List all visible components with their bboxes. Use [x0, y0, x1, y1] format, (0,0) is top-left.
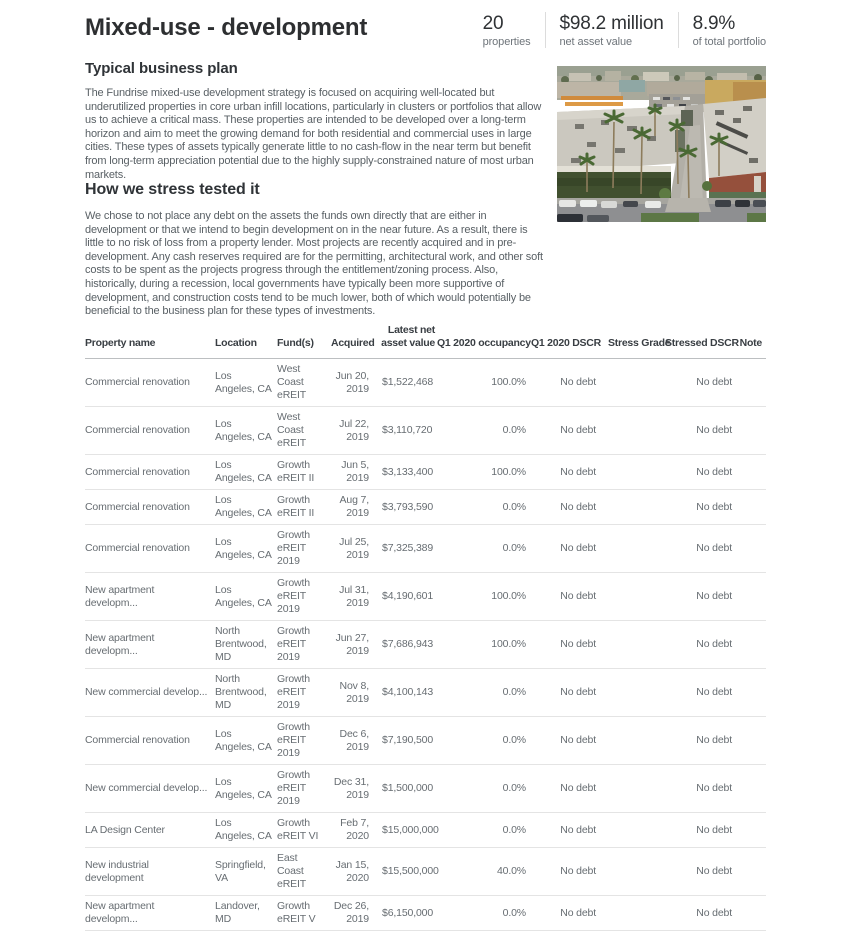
cell-fund: West Coast eREIT: [277, 359, 331, 407]
cell-property-name: New commercial develop...: [85, 669, 215, 717]
cell-note: [739, 813, 766, 848]
cell-q1-2020-dscr: No debt: [531, 813, 601, 848]
stat-properties: [483, 12, 545, 48]
cell-acquired: Jun 5, 2019: [331, 455, 375, 490]
cell-property-name: New apartment developm...: [85, 573, 215, 621]
cell-stress-grade: [601, 359, 665, 407]
cell-property-name: Commercial renovation: [85, 359, 215, 407]
stat-portfolio-value: 8.9%: [692, 13, 736, 34]
cell-fund: Growth eREIT VI: [277, 813, 331, 848]
cell-fund: West Coast eREIT: [277, 407, 331, 455]
cell-property-name: New apartment developm...: [85, 896, 215, 931]
cell-property-name: New industrial development: [85, 848, 215, 896]
properties-table-wrap: [85, 324, 766, 931]
cell-latest-net-asset-value: $1,522,468: [375, 359, 437, 407]
table-row: [85, 455, 766, 490]
cell-q1-2020-occupancy: 0.0%: [437, 490, 531, 525]
cell-fund: Growth eREIT II: [277, 455, 331, 490]
cell-location: Los Angeles, CA: [215, 573, 277, 621]
cell-acquired: Feb 7, 2020: [331, 813, 375, 848]
cell-stressed-dscr: No debt: [665, 848, 739, 896]
cell-q1-2020-dscr: No debt: [531, 896, 601, 931]
cell-q1-2020-dscr: No debt: [531, 573, 601, 621]
cell-latest-net-asset-value: $4,100,143: [375, 669, 437, 717]
cell-latest-net-asset-value: $3,110,720: [375, 407, 437, 455]
cell-note: [739, 717, 766, 765]
cell-latest-net-asset-value: $7,325,389: [375, 525, 437, 573]
cell-note: [739, 848, 766, 896]
cell-acquired: Nov 8, 2019: [331, 669, 375, 717]
cell-q1-2020-dscr: No debt: [531, 765, 601, 813]
page-title: Mixed-use - development: [85, 14, 368, 41]
cell-property-name: New apartment developm...: [85, 621, 215, 669]
cell-acquired: Jan 15, 2020: [331, 848, 375, 896]
cell-stress-grade: [601, 717, 665, 765]
cell-acquired: Jun 20, 2019: [331, 359, 375, 407]
table-row: [85, 621, 766, 669]
cell-acquired: Dec 26, 2019: [331, 896, 375, 931]
cell-fund: East Coast eREIT: [277, 848, 331, 896]
column-header-note: Note: [739, 324, 766, 359]
cell-note: [739, 525, 766, 573]
cell-note: [739, 621, 766, 669]
cell-location: Los Angeles, CA: [215, 407, 277, 455]
cell-q1-2020-occupancy: 100.0%: [437, 621, 531, 669]
cell-location: North Brentwood, MD: [215, 669, 277, 717]
column-header-q1-2020-dscr: Q1 2020 DSCR: [531, 324, 601, 359]
stat-nav-label: net asset value: [559, 36, 632, 48]
stat-nav-value: $98.2 million: [559, 13, 664, 34]
column-header-q1-2020-occupancy: Q1 2020 occupancy: [437, 324, 531, 359]
stat-properties-label: properties: [482, 36, 531, 48]
cell-q1-2020-occupancy: 0.0%: [437, 525, 531, 573]
table-row: [85, 813, 766, 848]
cell-acquired: Jul 25, 2019: [331, 525, 375, 573]
cell-q1-2020-dscr: No debt: [531, 669, 601, 717]
cell-stress-grade: [601, 573, 665, 621]
section-heading-stress-test: How we stress tested it: [85, 181, 260, 198]
cell-note: [739, 455, 766, 490]
cell-note: [739, 669, 766, 717]
cell-fund: Growth eREIT 2019: [277, 669, 331, 717]
table-row: [85, 765, 766, 813]
cell-fund: Growth eREIT 2019: [277, 717, 331, 765]
cell-fund: Growth eREIT 2019: [277, 525, 331, 573]
aerial-photo-graphic: [557, 66, 766, 222]
cell-stress-grade: [601, 621, 665, 669]
cell-latest-net-asset-value: $7,190,500: [375, 717, 437, 765]
cell-stress-grade: [601, 455, 665, 490]
cell-fund: Growth eREIT 2019: [277, 621, 331, 669]
cell-property-name: Commercial renovation: [85, 525, 215, 573]
summary-stats: [483, 12, 766, 48]
cell-latest-net-asset-value: $15,500,000: [375, 848, 437, 896]
cell-q1-2020-dscr: No debt: [531, 525, 601, 573]
section-body-stress-test: We chose to not place any debt on the assets the funds own directly that are either in development or that we intend to begin development on in the near future. As a result, there is little to no risk of loss from a property lender. Most projects are recently acquired and in pre-development. Any cash reserves required are for the permitting, architectural work, and other soft costs to be spent as the projects progress through the entitlement/zoning process. Also, historically, during a recession, local governments have typically been more supportive of development, and construction costs tend to be much lower, both of which would potentially be beneficial to the business plan for these types of investments.: [85, 210, 543, 318]
cell-property-name: Commercial renovation: [85, 455, 215, 490]
cell-q1-2020-occupancy: 40.0%: [437, 848, 531, 896]
section-heading-business-plan: Typical business plan: [85, 60, 238, 77]
cell-note: [739, 573, 766, 621]
cell-location: Landover, MD: [215, 896, 277, 931]
cell-stressed-dscr: No debt: [665, 573, 739, 621]
cell-location: Los Angeles, CA: [215, 490, 277, 525]
cell-latest-net-asset-value: $6,150,000: [375, 896, 437, 931]
cell-latest-net-asset-value: $7,686,943: [375, 621, 437, 669]
cell-stressed-dscr: No debt: [665, 717, 739, 765]
cell-latest-net-asset-value: $4,190,601: [375, 573, 437, 621]
stat-properties-value: 20: [482, 13, 504, 34]
cell-note: [739, 407, 766, 455]
cell-q1-2020-occupancy: 100.0%: [437, 455, 531, 490]
cell-q1-2020-occupancy: 100.0%: [437, 573, 531, 621]
cell-property-name: Commercial renovation: [85, 407, 215, 455]
cell-location: Los Angeles, CA: [215, 359, 277, 407]
column-header-location: Location: [215, 324, 277, 359]
table-body: [85, 359, 766, 931]
cell-q1-2020-dscr: No debt: [531, 490, 601, 525]
table-row: [85, 717, 766, 765]
cell-q1-2020-dscr: No debt: [531, 407, 601, 455]
column-header-funds: Fund(s): [277, 324, 331, 359]
cell-stressed-dscr: No debt: [665, 455, 739, 490]
cell-latest-net-asset-value: $1,500,000: [375, 765, 437, 813]
cell-location: Springfield, VA: [215, 848, 277, 896]
cell-q1-2020-occupancy: 0.0%: [437, 765, 531, 813]
cell-fund: Growth eREIT V: [277, 896, 331, 931]
cell-latest-net-asset-value: $3,133,400: [375, 455, 437, 490]
stat-net-asset-value: [545, 12, 678, 48]
cell-acquired: Jul 22, 2019: [331, 407, 375, 455]
cell-property-name: LA Design Center: [85, 813, 215, 848]
cell-q1-2020-occupancy: 0.0%: [437, 717, 531, 765]
cell-location: Los Angeles, CA: [215, 455, 277, 490]
cell-location: Los Angeles, CA: [215, 525, 277, 573]
cell-q1-2020-dscr: No debt: [531, 848, 601, 896]
cell-stressed-dscr: No debt: [665, 407, 739, 455]
column-header-stressed-dscr: Stressed DSCR: [665, 324, 739, 359]
cell-fund: Growth eREIT 2019: [277, 765, 331, 813]
table-row: [85, 848, 766, 896]
cell-stressed-dscr: No debt: [665, 359, 739, 407]
column-header-stress-grade: Stress Grade: [601, 324, 665, 359]
cell-acquired: Aug 7, 2019: [331, 490, 375, 525]
cell-acquired: Dec 31, 2019: [331, 765, 375, 813]
cell-fund: Growth eREIT II: [277, 490, 331, 525]
cell-stress-grade: [601, 669, 665, 717]
cell-acquired: Jul 31, 2019: [331, 573, 375, 621]
cell-location: Los Angeles, CA: [215, 813, 277, 848]
stat-portfolio-label: of total portfolio: [692, 36, 766, 48]
section-body-business-plan: The Fundrise mixed-use development strategy is focused on acquiring well-located but underutilized properties in core urban infill locations, particularly in clusters or portfolios that allow us to achieve a critical mass. These properties are intended to be developed over a long-term horizon and aim to meet the growing demand for both residential and commercial uses in large cities. These types of assets typically generate little to no cash-flow in the near term but benefit from long-term appreciation potential due to the highly supply-constrained nature of most urban markets.: [85, 87, 542, 181]
cell-note: [739, 765, 766, 813]
cell-stressed-dscr: No debt: [665, 896, 739, 931]
column-header-acquired: Acquired: [331, 324, 375, 359]
column-header-property-name: Property name: [85, 324, 215, 359]
cell-stressed-dscr: No debt: [665, 765, 739, 813]
cell-property-name: Commercial renovation: [85, 717, 215, 765]
table-header-row: [85, 324, 766, 359]
cell-stress-grade: [601, 813, 665, 848]
cell-q1-2020-occupancy: 0.0%: [437, 407, 531, 455]
cell-stress-grade: [601, 848, 665, 896]
cell-q1-2020-occupancy: 100.0%: [437, 359, 531, 407]
properties-table: [85, 324, 766, 931]
cell-location: North Brentwood, MD: [215, 621, 277, 669]
cell-q1-2020-dscr: No debt: [531, 621, 601, 669]
cell-stress-grade: [601, 525, 665, 573]
cell-stressed-dscr: No debt: [665, 621, 739, 669]
column-header-latest-net-asset-value: Latest net asset value: [375, 324, 437, 359]
cell-note: [739, 896, 766, 931]
cell-stress-grade: [601, 896, 665, 931]
cell-q1-2020-dscr: No debt: [531, 455, 601, 490]
cell-q1-2020-dscr: No debt: [531, 359, 601, 407]
cell-stressed-dscr: No debt: [665, 525, 739, 573]
cell-property-name: Commercial renovation: [85, 490, 215, 525]
cell-q1-2020-occupancy: 0.0%: [437, 813, 531, 848]
cell-stressed-dscr: No debt: [665, 490, 739, 525]
cell-stressed-dscr: No debt: [665, 669, 739, 717]
stat-portfolio-share: [678, 12, 766, 48]
cell-stress-grade: [601, 490, 665, 525]
table-row: [85, 573, 766, 621]
cell-acquired: Dec 6, 2019: [331, 717, 375, 765]
cell-fund: Growth eREIT 2019: [277, 573, 331, 621]
cell-q1-2020-occupancy: 0.0%: [437, 896, 531, 931]
cell-q1-2020-occupancy: 0.0%: [437, 669, 531, 717]
cell-acquired: Jun 27, 2019: [331, 621, 375, 669]
table-row: [85, 359, 766, 407]
property-aerial-photo: [557, 66, 766, 222]
table-row: [85, 407, 766, 455]
table-row: [85, 669, 766, 717]
cell-stressed-dscr: No debt: [665, 813, 739, 848]
table-row: [85, 525, 766, 573]
cell-location: Los Angeles, CA: [215, 717, 277, 765]
cell-note: [739, 490, 766, 525]
cell-q1-2020-dscr: No debt: [531, 717, 601, 765]
cell-note: [739, 359, 766, 407]
cell-property-name: New commercial develop...: [85, 765, 215, 813]
table-row: [85, 490, 766, 525]
cell-stress-grade: [601, 407, 665, 455]
cell-latest-net-asset-value: $3,793,590: [375, 490, 437, 525]
cell-location: Los Angeles, CA: [215, 765, 277, 813]
cell-latest-net-asset-value: $15,000,000: [375, 813, 437, 848]
table-row: [85, 896, 766, 931]
cell-stress-grade: [601, 765, 665, 813]
